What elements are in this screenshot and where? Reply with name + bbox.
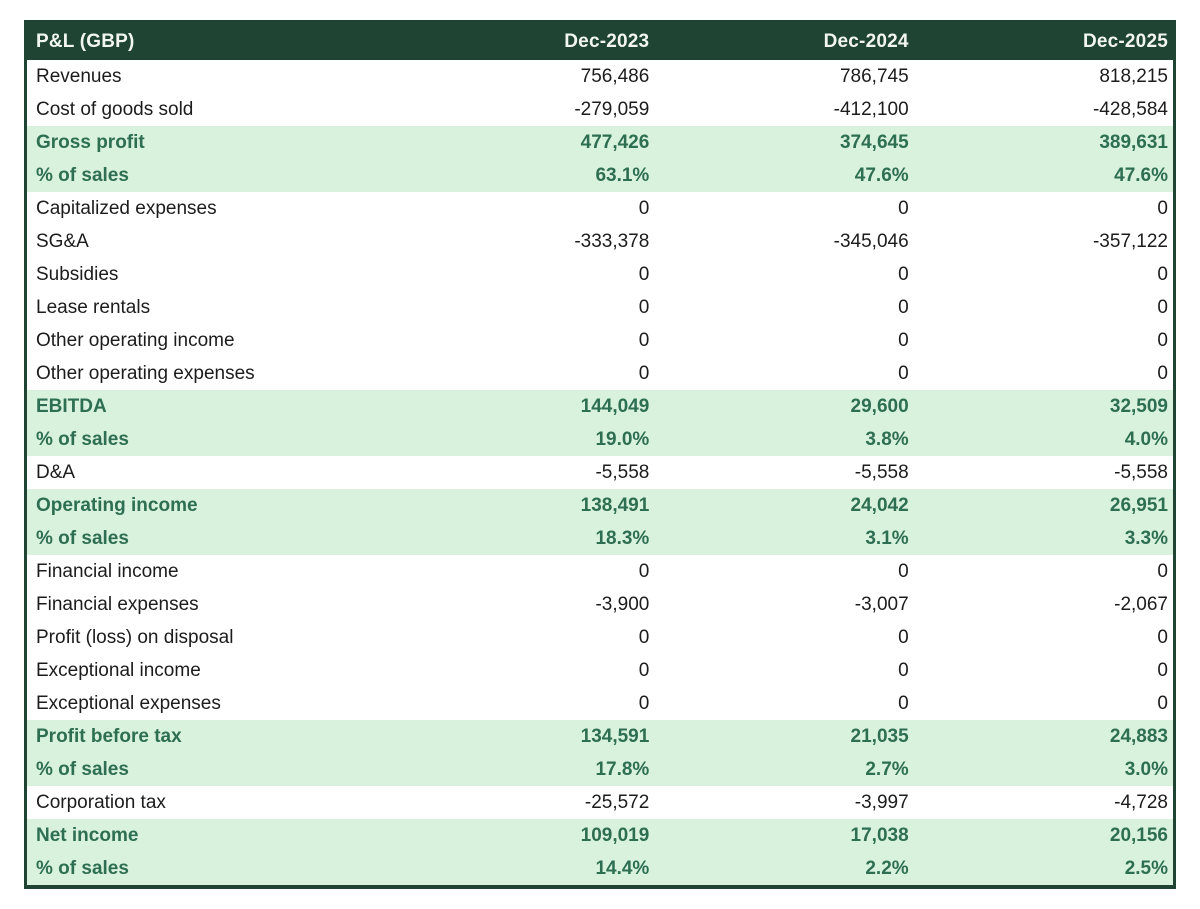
row-value: 0 (914, 192, 1173, 225)
row-value: -5,558 (914, 456, 1173, 489)
row-value: 19.0% (395, 423, 654, 456)
table-row (27, 324, 1173, 357)
row-value: 0 (654, 654, 913, 687)
row-value: 47.6% (914, 159, 1173, 192)
row-value: 0 (914, 291, 1173, 324)
row-value: -25,572 (395, 786, 654, 819)
table-row (27, 159, 1173, 192)
row-value: 0 (395, 654, 654, 687)
column-header-dec-2024: Dec-2024 (654, 23, 913, 60)
row-value: 0 (914, 555, 1173, 588)
row-value: -4,728 (914, 786, 1173, 819)
row-value: -5,558 (395, 456, 654, 489)
row-value: -357,122 (914, 225, 1173, 258)
table-row (27, 291, 1173, 324)
row-label: % of sales (27, 423, 395, 456)
table-row (27, 753, 1173, 786)
row-value: -3,900 (395, 588, 654, 621)
row-value: 0 (395, 357, 654, 390)
row-value: 138,491 (395, 489, 654, 522)
row-label: SG&A (27, 225, 395, 258)
table-row (27, 456, 1173, 489)
row-value: 0 (654, 324, 913, 357)
row-label: EBITDA (27, 390, 395, 423)
row-value: 0 (395, 258, 654, 291)
row-value: -333,378 (395, 225, 654, 258)
row-value: 0 (395, 324, 654, 357)
row-value: 3.0% (914, 753, 1173, 786)
table-row (27, 786, 1173, 819)
row-value: 21,035 (654, 720, 913, 753)
table-row (27, 489, 1173, 522)
row-value: -3,007 (654, 588, 913, 621)
row-label: Other operating expenses (27, 357, 395, 390)
row-value: 0 (654, 258, 913, 291)
table-title: P&L (GBP) (27, 23, 395, 60)
row-value: 144,049 (395, 390, 654, 423)
table-row (27, 423, 1173, 456)
pnl-table-container (24, 20, 1176, 889)
row-value: -279,059 (395, 93, 654, 126)
row-value: 17,038 (654, 819, 913, 852)
row-value: -412,100 (654, 93, 913, 126)
row-label: Lease rentals (27, 291, 395, 324)
table-row (27, 654, 1173, 687)
table-row (27, 588, 1173, 621)
row-value: 3.8% (654, 423, 913, 456)
row-value: 477,426 (395, 126, 654, 159)
table-body (27, 60, 1173, 885)
row-value: 0 (654, 687, 913, 720)
row-value: 0 (914, 357, 1173, 390)
row-value: 0 (914, 258, 1173, 291)
row-value: 2.7% (654, 753, 913, 786)
table-row (27, 60, 1173, 93)
row-value: 0 (654, 555, 913, 588)
row-value: -2,067 (914, 588, 1173, 621)
row-value: -345,046 (654, 225, 913, 258)
row-value: 24,042 (654, 489, 913, 522)
row-label: % of sales (27, 753, 395, 786)
row-value: -5,558 (654, 456, 913, 489)
row-value: 0 (914, 324, 1173, 357)
row-value: 29,600 (654, 390, 913, 423)
header-row (27, 23, 1173, 60)
row-value: 0 (914, 654, 1173, 687)
table-row (27, 720, 1173, 753)
row-value: 0 (395, 621, 654, 654)
row-label: % of sales (27, 852, 395, 885)
table-row (27, 192, 1173, 225)
row-label: Other operating income (27, 324, 395, 357)
row-value: 0 (654, 291, 913, 324)
row-label: Exceptional expenses (27, 687, 395, 720)
row-label: % of sales (27, 522, 395, 555)
table-row (27, 522, 1173, 555)
row-label: Revenues (27, 60, 395, 93)
row-label: D&A (27, 456, 395, 489)
row-value: 63.1% (395, 159, 654, 192)
row-label: Cost of goods sold (27, 93, 395, 126)
row-value: 32,509 (914, 390, 1173, 423)
row-value: 0 (395, 687, 654, 720)
row-value: 0 (654, 192, 913, 225)
row-value: 26,951 (914, 489, 1173, 522)
row-label: Subsidies (27, 258, 395, 291)
column-header-dec-2025: Dec-2025 (914, 23, 1173, 60)
row-value: 134,591 (395, 720, 654, 753)
row-value: 374,645 (654, 126, 913, 159)
row-value: 0 (654, 621, 913, 654)
table-row (27, 555, 1173, 588)
row-label: Financial income (27, 555, 395, 588)
row-label: Operating income (27, 489, 395, 522)
row-value: 389,631 (914, 126, 1173, 159)
table-row (27, 225, 1173, 258)
row-value: 0 (395, 291, 654, 324)
row-value: 47.6% (654, 159, 913, 192)
row-value: -428,584 (914, 93, 1173, 126)
column-header-dec-2023: Dec-2023 (395, 23, 654, 60)
row-label: Gross profit (27, 126, 395, 159)
row-label: Financial expenses (27, 588, 395, 621)
table-row (27, 819, 1173, 852)
row-value: 3.3% (914, 522, 1173, 555)
pnl-table (27, 23, 1173, 885)
row-value: 20,156 (914, 819, 1173, 852)
table-row (27, 357, 1173, 390)
row-value: 0 (914, 687, 1173, 720)
row-value: 818,215 (914, 60, 1173, 93)
row-label: % of sales (27, 159, 395, 192)
table-row (27, 390, 1173, 423)
row-value: 24,883 (914, 720, 1173, 753)
row-label: Corporation tax (27, 786, 395, 819)
row-value: 756,486 (395, 60, 654, 93)
table-row (27, 687, 1173, 720)
row-label: Profit before tax (27, 720, 395, 753)
row-value: 0 (914, 621, 1173, 654)
row-value: -3,997 (654, 786, 913, 819)
table-row (27, 93, 1173, 126)
row-value: 786,745 (654, 60, 913, 93)
row-value: 18.3% (395, 522, 654, 555)
row-value: 0 (654, 357, 913, 390)
row-label: Capitalized expenses (27, 192, 395, 225)
table-row (27, 126, 1173, 159)
row-value: 0 (395, 192, 654, 225)
row-label: Profit (loss) on disposal (27, 621, 395, 654)
row-value: 109,019 (395, 819, 654, 852)
row-label: Exceptional income (27, 654, 395, 687)
row-value: 0 (395, 555, 654, 588)
row-value: 14.4% (395, 852, 654, 885)
row-value: 2.5% (914, 852, 1173, 885)
row-value: 2.2% (654, 852, 913, 885)
table-row (27, 621, 1173, 654)
table-row (27, 852, 1173, 885)
row-value: 3.1% (654, 522, 913, 555)
row-value: 17.8% (395, 753, 654, 786)
row-label: Net income (27, 819, 395, 852)
row-value: 4.0% (914, 423, 1173, 456)
table-row (27, 258, 1173, 291)
